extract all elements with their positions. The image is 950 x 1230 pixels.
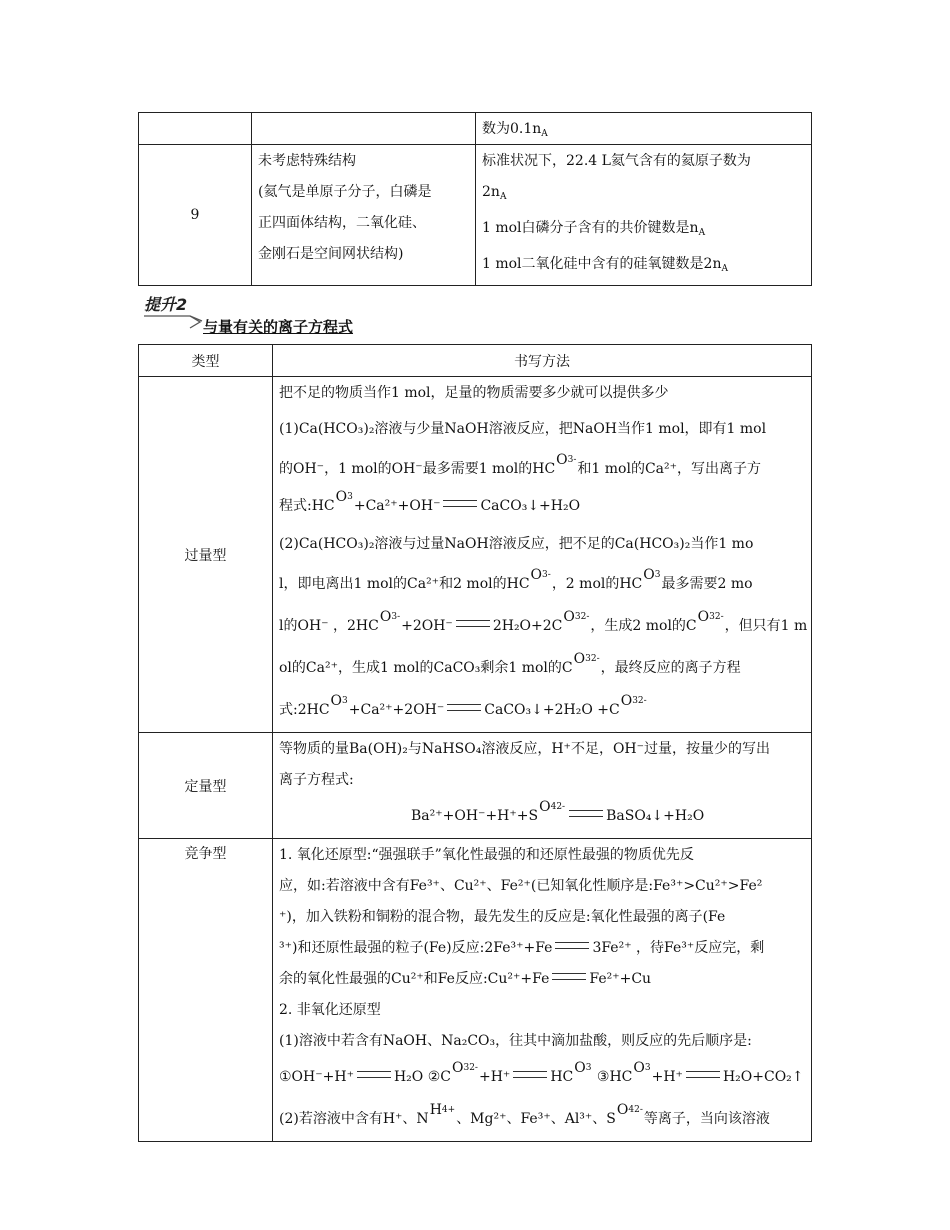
section-title: 与量有关的离子方程式: [203, 318, 354, 336]
header-method: 书写方法: [273, 345, 812, 377]
row-number: 9: [139, 145, 252, 286]
type-compete: 竞争型: [139, 839, 273, 1142]
equals-sign: [569, 810, 603, 817]
table-row: 过量型 把不足的物质当作1 mol，足量的物质需要多少就可以提供多少 (1)Ca(HCO₃)₂溶液与少量NaOH溶液反应，把NaOH当作1 mol，即有1 mol 的OH⁻，1 mol的OH⁻最多需要1 mol的HCO3-和1 mol的Ca²⁺，写出离子方 程式:HCO3+Ca²⁺+OH⁻ CaCO₃↓+H₂O (2)Ca(HCO₃)₂溶液与过量NaOH溶液反应，把不足的Ca(HCO₃)₂当作1 mo l，即电离出1 mol的Ca²⁺和2 mol的HCO3-，2 mol的HCO3最多需要2 mo l的OH⁻ ，2HCO3-+2OH⁻ 2H₂O+2CO32-，生成2 mol的CO32-，但只有1 m ol的Ca²⁺，生成1 mol的CaCO₃剩余1 mol的CO32-，最终反应的离子方程 式:2HCO3+Ca²⁺+2OH⁻ CaCO₃↓+2H₂O +CO32-: [139, 377, 812, 733]
equals-sign: [513, 1071, 547, 1078]
equals-sign: [552, 973, 586, 980]
cell-text: 数为0.1n: [482, 121, 542, 137]
table-row: 定量型 等物质的量Ba(OH)₂与NaHSO₄溶液反应，H⁺不足，OH⁻过量，按量少的写出 离子方程式: Ba²⁺+OH⁻+H⁺+SO42-BaSO₄↓+H₂O: [139, 733, 812, 839]
equals-sign: [555, 942, 589, 949]
equals-sign: [443, 500, 477, 507]
table-row: 9 未考虑特殊结构 (氦气是单原子分子，白磷是 正四面体结构，二氧化硅、 金刚石是空间网状结构) 标准状况下，22.4 L氦气含有的氦原子数为 $2n_A$ 1 mol白磷分子含有的共价键数是$n_A$ 1 mol二氧化硅中含有的硅氧键数是$2n_A$: [139, 145, 812, 286]
table-row: 数为$0.1n_A$: [139, 113, 812, 145]
section-badge: [142, 292, 212, 334]
badge-label: 提升2: [144, 295, 188, 314]
type-fixed: 定量型: [139, 733, 273, 839]
equals-sign: [686, 1071, 720, 1078]
main-table: [138, 344, 812, 1142]
table-header-row: [139, 345, 812, 377]
table-row: 竞争型 1. 氧化还原型:“强强联手”氧化性最强的和还原性最强的物质优先反 应，如:若溶液中含有Fe³⁺、Cu²⁺、Fe²⁺(已知氧化性顺序是:Fe³⁺>Cu²⁺>Fe² ⁺)，加入铁粉和铜粉的混合物，最先发生的反应是:氧化性最强的离子(Fe ³⁺)和还原性最强的粒子(Fe)反应:2Fe³⁺+Fe 3Fe²⁺ ，待Fe³⁺反应完，剩 余的氧化性最强的Cu²⁺和Fe反应:Cu²⁺+Fe Fe²⁺+Cu 2. 非氧化还原型 (1)溶液中若含有NaOH、Na₂CO₃，往其中滴加盐酸，则反应的先后顺序是: ①OH⁻+H⁺ H₂O ②CO32-+H⁺ HCO3 ③HCO3+H⁺ H₂O+CO₂↑ (2)若溶液中含有H⁺、NH4+、Mg²⁺、Fe³⁺、Al³⁺、SO42-等离子，当向该溶液: [139, 839, 812, 1142]
top-table: [138, 112, 812, 286]
header-type: 类型: [139, 345, 273, 377]
equals-sign: [357, 1071, 391, 1078]
equals-sign: [447, 704, 481, 711]
equals-sign: [456, 620, 490, 627]
type-excess: 过量型: [139, 377, 273, 733]
